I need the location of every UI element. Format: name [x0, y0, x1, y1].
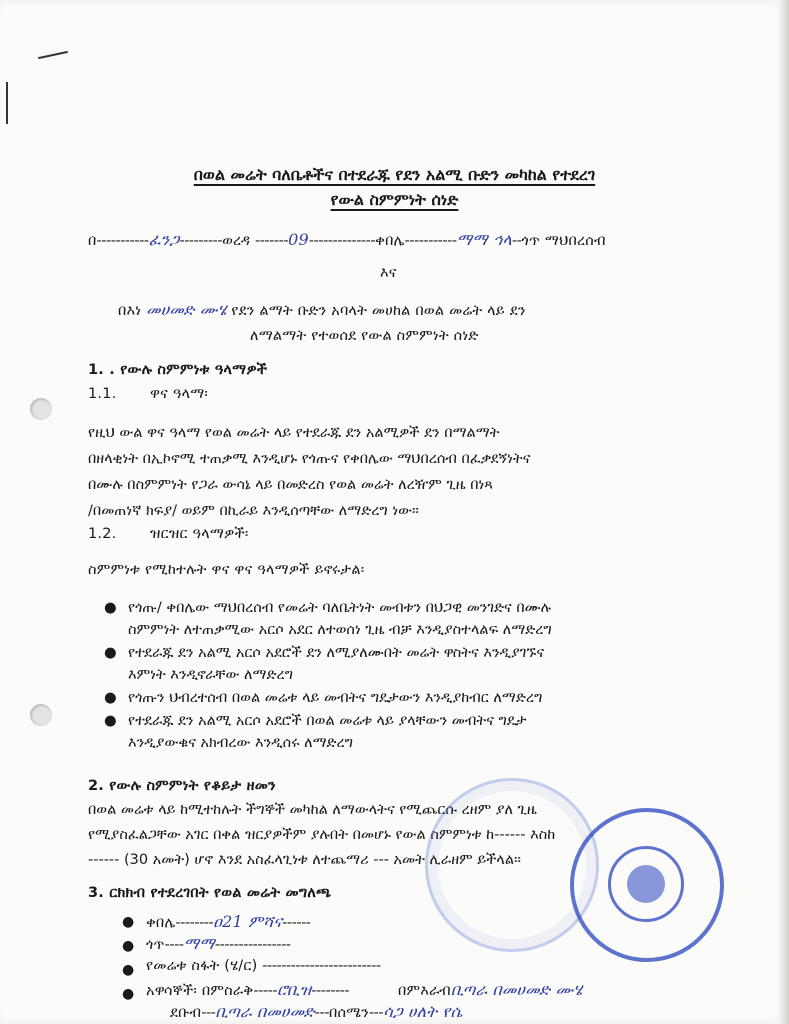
section1-2-num: 1.2. — [88, 526, 117, 542]
land-gote-handwritten: ማማ — [183, 934, 215, 953]
punch-hole-top — [30, 398, 52, 420]
paragraph-line: የዚህ ውል ዋና ዓላማ የወል መሬት ላይ የተደራጁ ደን አልሚዎች ደን በማልማት — [88, 425, 500, 441]
bullet-dot-icon: ● — [122, 962, 135, 978]
land-area-line: የመሬቱ ስፋት (ሄ/ር) ------------------------- — [146, 958, 381, 974]
land-gote-line: ጎጥ----ማማ---------------- — [146, 934, 291, 953]
paragraph-line: በዘላቂነት በኢኮኖሚ ተጠቃሚ እንዲሆኑ የጎጡና የቀበሌው ማህበረሰብ በፈቃደኝነትና — [88, 451, 531, 467]
section3-heading: 3. ርክክብ የተደረገበት የወል መሬት መግለጫ — [88, 885, 332, 901]
header-line-3: ለማልማት የተወሰደ የውል ስምምነት ሰነድ — [250, 328, 479, 344]
zone-handwritten: ፈንጋ — [148, 230, 180, 249]
objective-bullet-2: ● የተደራጁ ደን አልሚ አርሶ አደሮች ደን ለሚያለሙበት መሬት ዋስትና እንዲያገኙና እምነት እንዲኖራቸው ለማድረግ — [106, 642, 706, 686]
bullet-dot-icon: ● — [104, 690, 117, 706]
bullet-dot-icon: ● — [104, 713, 117, 729]
pen-mark-vertical — [6, 82, 8, 124]
objective-bullet-1: ● የጎጡ/ ቀበሌው ማህበረሰብ የመሬት ባለቤትነት መብቱን በህጋዊ መንገድና በሙሉ ስምምነት ለተጠቃሚው አርሶ አደር ለተወሰነ ጊዜ ብቻ እንዲያስተላልፍ ለማድረግ — [106, 597, 706, 641]
header-line-1: በ-----------ፈንጋ---------ወረዳ -------09--------------ቀበሌ-----------ማማ ኅላ--ጎጥ ማህበረሰብ — [88, 230, 606, 249]
section1-1-num: 1.1. — [88, 386, 117, 402]
paragraph-line: ------ (30 አመት) ሆኖ እንደ አስፈላጊነቱ ለተጨማሪ --- አመት ሊራዘም ይችላል፡፡ — [88, 852, 521, 868]
stamp-emblem — [608, 846, 684, 922]
land-borders-line: አዋሳኞች፡ በምስራቅ-----ሮቢዝ-------- በምእራብቢጣራ በመሀመድ ሙሄ — [146, 980, 583, 999]
section1-2-intro: ስምምነቱ የሚከተሉት ዋና ዋና ዓላማዎች ይኖሩታል፡ — [88, 562, 365, 578]
section1-1-label: ዋና ዓላማ፡ — [150, 386, 209, 402]
document-title-line2: የውል ስምምነት ሰነድ — [330, 190, 459, 209]
bullet-dot-icon: ● — [122, 986, 135, 1002]
section1-1-paragraph — [88, 420, 710, 524]
group-leader-handwritten: መሀመድ ሙሄ — [146, 300, 227, 319]
bullet-dot-icon: ● — [104, 645, 117, 661]
land-kebele-handwritten: ዐ21 ምሻና — [213, 912, 283, 931]
section1-heading: 1. . የውሉ ስምምነቱ ዓላማዎች — [88, 362, 268, 378]
objective-bullet-3: ● የጎጡን ህብረተሰብ በወል መሬቱ ላይ መብትና ግዴታውን እንዲያከብር ለማድረግ — [106, 687, 706, 709]
paragraph-line: በሙሉ በስምምነት የጋራ ውሳኔ ላይ በመድረስ የወል መሬት ለረዥም ጊዜ በነጻ — [88, 477, 493, 493]
section2-heading: 2. የውሉ ስምምነት የቆይታ ዘመን — [88, 778, 276, 794]
and-label: እና — [380, 265, 397, 281]
paragraph-line: /በመጠነኛ ክፍያ/ ወይም በኪራይ እንዲሰጣቸው ለማድረግ ነው፡፡ — [88, 503, 419, 519]
punch-hole-bottom — [30, 704, 52, 726]
objective-bullet-4: ● የተደራጁ ደን አልሚ አርሶ አደሮች በወል መሬቱ ላይ ያላቸውን መብትና ግዴታ እንዲያውቁና አክብረው እንዲሰሩ ለማድረግ — [106, 710, 706, 754]
north-border-handwritten: ሳጋ ሀለት የሴ — [383, 1002, 463, 1021]
pen-mark — [38, 51, 68, 59]
bullet-dot-icon: ● — [122, 938, 135, 954]
land-south-north-line: ደቡብ---ቢጣራ በመሀመድ---በሰሜን---ሳጋ ሀለት የሴ — [170, 1002, 463, 1021]
header-line-2: በእነ መሀመድ ሙሄ የደን ልማት ቡድን አባላት መሀከል በወል መሬት ላይ ደን — [118, 300, 526, 319]
official-blue-stamp — [570, 808, 724, 962]
document-title-line1: በወል መሬት ባለቤቶችና በተደራጁ የደን አልሚ ቡድን መካከል የተደረገ — [193, 165, 596, 184]
land-kebele-line: ቀበሌ--------ዐ21 ምሻና------ — [146, 912, 311, 931]
paragraph-line: በወል መሬቱ ላይ ከሚተከሉት ችግኞች መካከል ለማውላትና የሚጨርሱ ረዘም ያለ ጊዜ — [88, 802, 537, 818]
paper-edge-shadow — [779, 0, 789, 1024]
bullet-dot-icon: ● — [122, 914, 135, 930]
west-border-handwritten: ቢጣራ በመሀመድ ሙሄ — [450, 980, 583, 999]
east-border-handwritten: ሮቢዝ — [277, 980, 312, 999]
paragraph-line: የሚያስፈልጋቸው አገር በቀል ዝርያዎችም ያሉበት በመሆኑ የውል ስምምነቱ ከ------ እስከ — [88, 827, 556, 843]
bullet-dot-icon: ● — [104, 600, 117, 616]
south-border-handwritten: ቢጣራ በመሀመድ — [215, 1002, 315, 1021]
section1-2-label: ዝርዝር ዓላማዎች፡ — [150, 526, 249, 542]
woreda-handwritten: 09 — [288, 230, 309, 249]
kebele-handwritten: ማማ ኅላ — [456, 230, 512, 249]
